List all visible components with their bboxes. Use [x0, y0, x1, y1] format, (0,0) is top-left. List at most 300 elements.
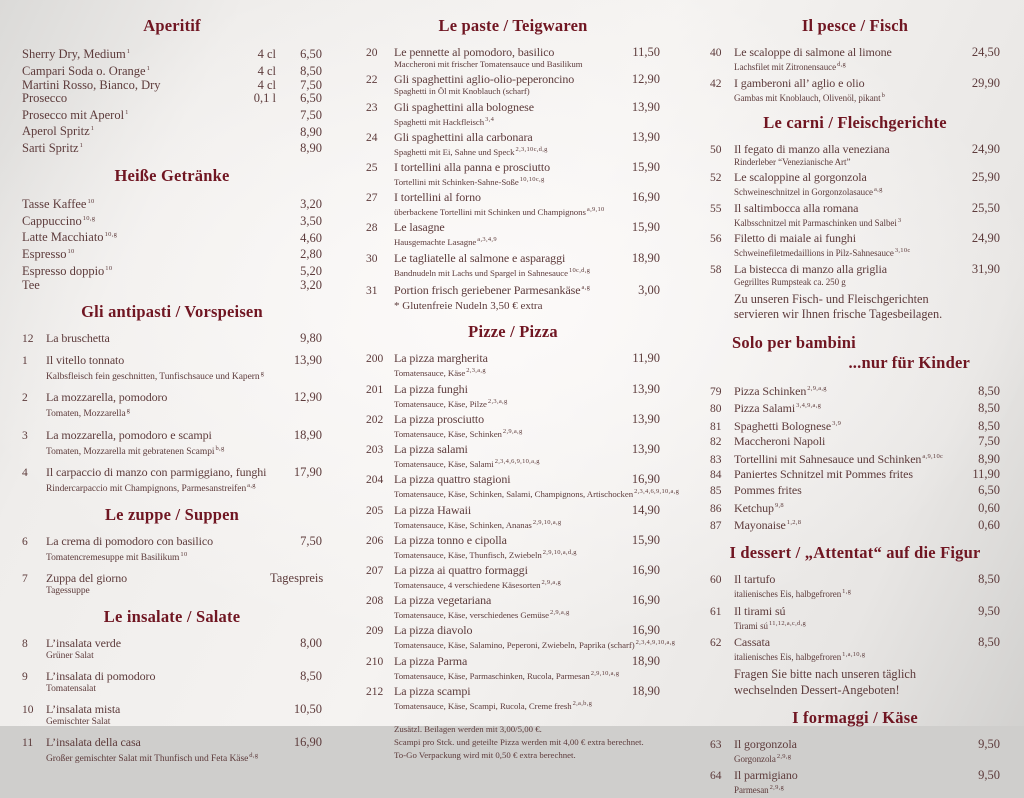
allergen-superscript: 3,4,9,a,g: [796, 402, 822, 410]
item-size: 4 cl: [257, 77, 276, 92]
allergen-superscript: 2,3,10c,d,g: [515, 145, 548, 153]
section-title-text: Aperitif: [143, 16, 201, 35]
item-number: 201: [366, 383, 384, 396]
item-name-text: L’insalata della casa: [46, 735, 141, 750]
item-name: [734, 263, 948, 276]
menu-item: [366, 351, 660, 379]
drink-row: [22, 262, 322, 279]
item-description: [394, 266, 660, 279]
item-name: [394, 655, 610, 668]
allergen-superscript: 3: [897, 216, 902, 224]
section-title: [710, 113, 1000, 133]
item-description-text: Tomatencremesuppe mit Basilikum: [46, 553, 180, 564]
item-name: [22, 195, 234, 212]
menu-item: [710, 45, 1000, 72]
menu-item: [710, 768, 1000, 795]
menu-item: [710, 382, 1000, 399]
allergen-superscript: 1,g: [842, 588, 852, 596]
menu-item: [710, 201, 1000, 228]
item-name-text: Espresso doppio: [22, 264, 105, 279]
item-number: 23: [366, 101, 378, 114]
item-name-text: Il fegato di manzo alla veneziana: [734, 141, 890, 156]
item-size: 0,1 l: [253, 91, 276, 106]
item-name-text: L’insalata di pomodoro: [46, 669, 156, 684]
item-name: [394, 443, 610, 456]
item-name: [22, 212, 234, 229]
item-price: 8,90: [300, 124, 322, 139]
menu-item: [710, 142, 1000, 167]
item-description-text: Großer gemischter Salat mit Thunfisch und Feta Käse: [46, 754, 249, 765]
allergen-superscript: 2,9,g: [776, 753, 792, 761]
item-price: 9,50: [978, 767, 1000, 782]
menu-item: [366, 382, 660, 410]
section-title-text: Le carni / Fleischgerichte: [763, 112, 947, 132]
menu-column-right: [710, 16, 1000, 798]
item-name-text: Mayonaise: [734, 518, 786, 533]
item-price: 12,90: [631, 72, 660, 87]
item-description-text: italienisches Eis, halbgefroren: [734, 589, 842, 600]
allergen-superscript: 2,3,a,g: [466, 367, 486, 375]
item-price: 8,90: [300, 141, 322, 156]
menu-item: [366, 281, 660, 298]
allergen-superscript: d,g: [249, 752, 259, 760]
menu-item: [22, 702, 322, 728]
item-description-text: Tomatensauce, Käse, Pilze: [394, 398, 487, 409]
item-description: [394, 578, 660, 591]
item-number: 205: [366, 504, 384, 517]
item-name: [394, 473, 610, 486]
menu-item: [710, 76, 1000, 103]
section-note: * Glutenfreie Nudeln 3,50 € extra: [394, 300, 543, 313]
drink-row: [22, 106, 322, 123]
item-description: [394, 669, 660, 682]
item-description: [394, 518, 660, 531]
item-name-text: La pizza prosciutto: [394, 411, 485, 426]
menu-item: [710, 434, 1000, 449]
item-name: [734, 171, 948, 184]
item-price: 8,00: [300, 636, 322, 651]
item-price: 10,50: [293, 702, 322, 717]
item-name-text: La pizza quattro stagioni: [394, 472, 511, 487]
allergen-superscript: 10,g: [104, 231, 118, 239]
item-description-text: Tomaten, Mozzarella mit gebratenen Scampi: [46, 446, 215, 457]
item-price: 9,50: [978, 603, 1000, 618]
item-price: 16,90: [293, 735, 322, 750]
item-description: [394, 145, 660, 158]
item-size: 4 cl: [257, 63, 276, 78]
menu-section: [710, 708, 1000, 795]
item-description-text: Tomatensauce, Käse, Salamino, Peperoni, Zwiebeln, Paprika (scharf): [394, 640, 635, 651]
menu-item: [22, 571, 322, 597]
item-description-text: italienisches Eis, halbgefroren: [734, 652, 842, 663]
item-name: [394, 221, 610, 234]
item-price: 13,90: [631, 381, 660, 396]
item-name-text: I tortellini alla panna e prosciutto: [394, 160, 551, 175]
item-name: [22, 106, 234, 123]
item-description: [46, 717, 322, 728]
item-name: [46, 390, 270, 404]
item-name-text: La pizza funghi: [394, 381, 468, 396]
item-number: 63: [710, 739, 722, 752]
item-price: 24,90: [971, 141, 1000, 156]
item-name-text: Spaghetti Bolognese: [734, 418, 832, 433]
item-description: [734, 185, 1000, 197]
item-name-text: Pommes frites: [734, 483, 802, 498]
item-size: 4 cl: [257, 47, 276, 62]
item-number: 81: [710, 420, 722, 433]
section-title: [22, 505, 322, 525]
menu-item: [366, 623, 676, 651]
item-name-text: La pizza diavolo: [394, 623, 473, 638]
item-description-text: Tomatensauce, Käse: [394, 368, 466, 379]
section-title: [22, 607, 322, 627]
allergen-superscript: 1: [125, 108, 129, 116]
item-name: [734, 516, 948, 532]
menu-section: [366, 322, 680, 711]
item-name-text: Paniertes Schnitzel mit Pommes frites: [734, 467, 913, 482]
item-number: 3: [22, 429, 28, 442]
item-name-text: Cassata: [734, 635, 770, 650]
allergen-superscript: 2,9,10,a,d,g: [542, 548, 577, 556]
item-name-text: Portion frisch geriebener Parmesankäse: [394, 282, 581, 297]
item-name: [394, 191, 610, 204]
item-name-text: L’insalata verde: [46, 636, 121, 651]
item-name: [394, 594, 610, 607]
item-name: [734, 738, 948, 751]
item-price: 16,90: [631, 472, 660, 487]
menu-item: [710, 604, 1000, 631]
item-description: [734, 60, 1000, 72]
item-description: [734, 587, 1000, 599]
item-description-text: Tomaten, Mozzarella: [46, 409, 126, 420]
footnote-line: To-Go Verpackung wird mit 0,50 € extra berechnet.: [394, 749, 576, 760]
item-number: 64: [710, 769, 722, 782]
allergen-superscript: d,g: [837, 61, 847, 68]
item-number: 31: [366, 284, 378, 297]
item-description: [394, 397, 660, 410]
item-name-text: Cappuccino: [22, 213, 82, 228]
drink-row: [22, 228, 322, 245]
item-description: [734, 246, 1000, 258]
item-name-text: Le tagliatelle al salmone e asparaggi: [394, 250, 566, 265]
item-number: 80: [710, 403, 722, 416]
allergen-superscript: g: [260, 370, 265, 378]
item-price: 13,90: [631, 442, 660, 457]
menu-section: [22, 302, 322, 495]
item-name: [46, 465, 270, 479]
item-description-text: Grüner Salat: [46, 651, 94, 662]
item-name: [734, 484, 948, 497]
item-name: [394, 73, 610, 86]
section-title-text: Il pesce / Fisch: [801, 16, 909, 35]
allergen-superscript: 3,9: [832, 419, 842, 427]
item-description: [46, 549, 322, 564]
item-price: 3,20: [300, 277, 322, 292]
allergen-superscript: 2,9,g: [769, 783, 785, 791]
section-title-text: Le insalate / Salate: [103, 607, 241, 627]
item-description: [46, 684, 322, 695]
menu-item: [710, 635, 1000, 662]
item-name: [394, 413, 610, 426]
item-price: 16,90: [631, 593, 660, 608]
item-name-text: Aperol Spritz: [22, 124, 90, 139]
item-number: 25: [366, 162, 378, 175]
item-description-text: Kalbsfleisch fein geschnitten, Tunfischsauce und Kapern: [46, 372, 260, 383]
allergen-superscript: 3,10c: [894, 247, 911, 254]
item-name: [734, 77, 948, 90]
item-description: [394, 60, 660, 70]
item-number: 10: [22, 704, 34, 717]
menu-item: [366, 503, 660, 531]
menu-item: [22, 428, 322, 458]
section-title: [366, 322, 660, 342]
item-price: 16,90: [631, 562, 660, 577]
item-name-text: Tortellini mit Sahnesauce und Schinken: [734, 451, 922, 466]
menu-item: [366, 684, 660, 712]
item-description: [394, 87, 660, 97]
menu-item: [710, 231, 1000, 258]
item-name: [734, 605, 948, 618]
allergen-superscript: 10: [180, 550, 188, 558]
item-description-text: Gorgonzola: [734, 754, 776, 765]
section-subtitle: ...nur für Kinder: [848, 352, 970, 372]
allergen-superscript: 1: [146, 64, 151, 72]
allergen-superscript: 2,9,a,g: [807, 384, 827, 392]
item-description-text: Tomatensauce, Käse, Schinken: [394, 428, 502, 439]
item-name-text: Il carpaccio di manzo con parmiggiano, funghi: [46, 464, 267, 479]
section-title: [710, 16, 1000, 36]
allergen-superscript: 2,3,4,6,9,10,a,g: [634, 488, 680, 496]
item-name: [394, 101, 610, 114]
item-price: 17,90: [293, 464, 322, 479]
item-description-text: Tomatensauce, Käse, verschiedenes Gemüse: [394, 610, 549, 621]
item-description-text: Maccheroni mit frischer Tomatensauce und Basilikum: [394, 59, 583, 69]
item-description: [394, 175, 660, 188]
item-number: 1: [22, 355, 28, 368]
item-name: [22, 45, 234, 62]
item-number: 24: [366, 131, 378, 144]
item-price: 7,50: [300, 107, 322, 122]
item-number: 210: [366, 655, 384, 668]
item-name: [46, 636, 270, 650]
menu-item: [366, 412, 660, 440]
item-price: 3,00: [638, 282, 660, 297]
drink-row: [22, 245, 322, 262]
item-name-text: La mozzarella, pomodoro: [46, 390, 168, 405]
item-price: 13,90: [631, 411, 660, 426]
section-title-text: Solo per bambini: [732, 332, 856, 352]
item-name-text: Il gorgonzola: [734, 737, 797, 752]
menu-item: [22, 331, 322, 346]
item-name-text: Pizza Salami: [734, 401, 796, 416]
menu-section: [22, 505, 322, 597]
item-name: [394, 161, 610, 174]
menu-item: [710, 737, 1000, 764]
item-description: [394, 115, 660, 128]
item-name-text: Maccheroni Napoli: [734, 434, 826, 449]
item-description-text: Tomatensauce, 4 verschiedene Käsesorten: [394, 579, 541, 590]
item-description-text: Tirami sú: [734, 620, 768, 631]
drink-row: [22, 62, 322, 79]
item-name: [734, 382, 948, 398]
section-title: [22, 166, 322, 186]
item-price: 9,50: [978, 737, 1000, 752]
item-number: 207: [366, 564, 384, 577]
item-number: 27: [366, 192, 378, 205]
item-number: 8: [22, 638, 28, 651]
allergen-superscript: 2,9,a,g: [502, 427, 523, 435]
item-price: 25,90: [971, 170, 1000, 184]
item-name-text: Il parmigiano: [734, 767, 798, 782]
item-name: [394, 564, 610, 577]
item-price: 2,80: [300, 247, 322, 262]
item-number: 84: [710, 469, 722, 482]
footnote-line: Scampi pro Stck. und geteilte Pizza werden mit 4,00 € extra berechnet.: [394, 736, 644, 747]
item-description: [394, 205, 660, 218]
item-price: 11,90: [632, 351, 660, 366]
item-name-text: Il saltimbocca alla romana: [734, 200, 859, 215]
item-description-text: Schweinefiletmedaillions in Pilz-Sahnesauce: [734, 248, 894, 258]
item-description: [734, 91, 1000, 103]
menu-item: [366, 130, 660, 158]
item-description: [46, 750, 322, 765]
item-name: [394, 252, 610, 265]
menu-item: [710, 499, 1000, 516]
section-title: [366, 16, 660, 36]
allergen-superscript: 10: [67, 248, 75, 256]
item-price: 15,90: [631, 220, 660, 235]
item-number: 42: [710, 77, 722, 90]
item-number: 4: [22, 466, 28, 479]
item-number: 203: [366, 444, 384, 457]
item-description: [46, 480, 322, 495]
item-number: 202: [366, 413, 384, 426]
menu-item: [366, 442, 660, 470]
item-description: [734, 619, 1000, 631]
menu-item: [710, 262, 1000, 287]
item-description-text: Tomatensauce, Käse, Schinken, Ananas: [394, 519, 532, 530]
section-title-text: Le paste / Teigwaren: [438, 16, 588, 35]
item-price: 29,90: [971, 75, 1000, 90]
item-description-text: Lachsfilet mit Zitronensauce: [734, 62, 837, 72]
item-price: 7,50: [978, 434, 1000, 449]
item-name-text: La pizza salami: [394, 442, 468, 457]
item-price: 8,90: [978, 451, 1000, 466]
item-name-text: I gamberoni all’ aglio e olio: [734, 75, 865, 90]
menu-item: [366, 45, 660, 70]
item-number: 56: [710, 233, 722, 245]
menu-section: [22, 16, 322, 156]
item-name: [734, 232, 948, 245]
item-number: 6: [22, 535, 28, 548]
item-name-text: La pizza Hawaii: [394, 502, 472, 517]
allergen-superscript: 2,3,4,9,10,a,g: [635, 639, 676, 647]
item-name: [394, 281, 610, 297]
item-description-text: Tomatensalat: [46, 684, 96, 695]
item-description: [394, 608, 660, 621]
item-price: 16,90: [631, 190, 660, 205]
allergen-superscript: a,9,10: [586, 206, 605, 214]
menu-section: [710, 16, 1000, 103]
allergen-superscript: 1: [90, 125, 95, 133]
item-name-text: Tee: [22, 277, 40, 292]
item-name: [394, 624, 610, 637]
item-name: [394, 534, 610, 547]
item-number: 61: [710, 605, 722, 618]
item-price: 14,90: [631, 502, 660, 517]
item-price: 7,50: [300, 533, 322, 548]
item-description-text: Spaghetti mit Hackfleisch: [394, 116, 485, 127]
item-number: 20: [366, 47, 378, 59]
drink-row: [22, 139, 322, 156]
item-name-text: La pizza margherita: [394, 351, 488, 366]
allergen-superscript: b: [881, 91, 886, 99]
item-name: [734, 435, 948, 448]
allergen-superscript: 9,8: [774, 501, 784, 509]
item-name-text: Le scaloppe di salmone al limone: [734, 45, 892, 59]
menu-item: [22, 465, 322, 495]
item-name-text: Zuppa del giorno: [46, 571, 128, 586]
drink-row: [22, 122, 322, 139]
item-name-text: Martini Rosso, Bianco, Dry: [22, 77, 161, 92]
item-number: 83: [710, 453, 722, 466]
item-price: 6,50: [300, 91, 322, 106]
item-description-text: Schweineschnitzel in Gorgonzolasauce: [734, 187, 873, 197]
item-description: [394, 638, 676, 651]
allergen-superscript: g: [126, 407, 131, 415]
menu-item: [366, 100, 660, 128]
item-name: [394, 352, 610, 365]
allergen-superscript: a,g: [874, 186, 883, 193]
item-name: [22, 228, 234, 245]
item-name: [734, 143, 948, 156]
item-name-text: La bistecca di manzo alla griglia: [734, 261, 887, 276]
item-name: [394, 383, 610, 396]
item-number: 206: [366, 534, 384, 547]
menu-item: [366, 593, 660, 621]
item-name-text: Ketchup: [734, 500, 774, 515]
allergen-superscript: 2,3,a,g: [487, 397, 508, 405]
item-price: 0,60: [978, 500, 1000, 515]
section-title-text: I formaggi / Käse: [792, 708, 918, 728]
menu-item: [22, 353, 322, 383]
item-name: [734, 417, 948, 433]
section-note: Zu unseren Fisch- und Fleischgerichten servieren wir Ihnen frische Tagesbeilagen.: [734, 291, 943, 321]
menu-section: [710, 333, 1000, 534]
item-number: 40: [710, 47, 722, 59]
menu-item: [366, 654, 660, 682]
item-description-text: Gambas mit Knoblauch, Olivenöl, pikant: [734, 92, 881, 103]
menu-item: [710, 450, 1000, 467]
item-name: [46, 571, 270, 585]
item-description: [394, 366, 660, 379]
item-name-text: Il vitello tonnato: [46, 353, 125, 368]
item-name-text: Sherry Dry, Medium: [22, 47, 126, 62]
menu-item: [366, 563, 660, 591]
item-description-text: überbackene Tortellini mit Schinken und Champignons: [394, 207, 586, 218]
item-price: 15,90: [631, 532, 660, 547]
item-description: [394, 457, 660, 470]
drink-row: [22, 45, 322, 62]
item-description: [394, 487, 680, 500]
allergen-superscript: 2,a,b,g: [572, 699, 593, 707]
item-description: [46, 586, 322, 597]
item-description-text: Tomatensauce, Käse, Thunfisch, Zwiebeln: [394, 549, 542, 560]
item-name: [734, 468, 948, 481]
item-name: [734, 399, 948, 415]
item-price: 11,50: [632, 45, 660, 59]
item-name-text: Gli spaghettini aglio-olio-peperoncino: [394, 72, 575, 87]
